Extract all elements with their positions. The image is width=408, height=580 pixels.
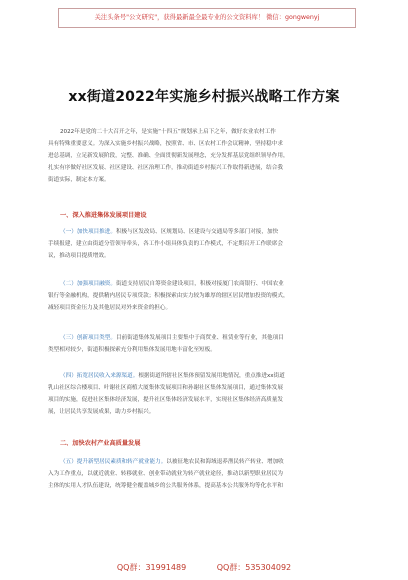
paragraph-line: （四）拓宽居民收入来源渠道。根据街道所辖社区集体预留发展用地情况，重点推进xx街道 [60,373,285,379]
paragraph-1 [48,226,360,262]
paragraph-line: 展，让居民共享发展成果，助力乡村振兴。 [48,409,155,415]
paragraph-2 [48,278,360,314]
footer-contacts [0,562,408,573]
paragraph-3 [48,332,360,356]
promo-banner [58,8,356,28]
footer-qq-group-2: QQ群：535304092 [216,563,292,572]
paragraph-line: 类型相对较少，街道积极探索充分利用集体发展用地丰富化至短板。 [48,347,216,353]
intro-paragraph [48,126,360,186]
section-heading-1: 一、深入推进集体发展项目建设 [60,212,147,219]
intro-line: 街道实际，制定本方案。 [48,177,110,183]
paragraph-5 [48,456,360,492]
paragraph-line: （二）加强项目融资。街道支持居民自筹资金建设项目，积极对接厦门农商银行、中国农业 [60,281,284,287]
paragraph-line: 银行等金融机构，提供精内居民专项贷款；积极探索由实力较为雄厚的辖区居民增加投资的模式， [48,293,289,299]
intro-line: 扎实有序做好社区发展、社区建设、社区治理工作，推动街道乡村振兴工作取得新进展，结合我 [48,165,283,171]
paragraph-line: 项目的实施，促进社区集体经济发展，提升社区集体经济发展水平，实现社区集体经济高质量发 [48,397,283,403]
paragraph-line: 主体的实用人才队伍建设，统筹健全覆盖城乡的公共服务体系，提高基本公共服务均等化水平和 [48,483,283,489]
paragraph-line: 减轻项目资金压力及其他居民对外来资金的担心。 [48,305,172,311]
paragraph-lead: （二）加强项目融资。 [60,281,116,287]
paragraph-lead: （一）加快项目推进。 [60,229,116,235]
intro-line: 2022年是党的二十大召开之年，是实施“十四五”规划承上启下之年，做好农业农村工作 [60,129,276,135]
intro-line: 进总基调，立足新发展阶段，完整、准确、全面贯彻新发展理念，充分发挥基层党组织领导作用， [48,153,289,159]
paragraph-lead: （五）提升新型居民素质和转产就业能力。 [60,459,167,465]
paragraph-line: 手续报建，建立由街道分管领导牵头，各工作小组具体负责的工作模式，不定期召开工作联席会 [48,241,283,247]
paragraph-line: （五）提升新型居民素质和转产就业能力。以被征地农民和海域退养渔民转产转业、增加收 [60,459,284,465]
paragraph-4 [48,370,360,418]
intro-line: 具有特殊重要意义。为深入实施乡村振兴战略，按照省、市、区农村工作会议精神，坚持稳中求 [48,141,283,147]
document-title: xx街道2022年实施乡村振兴战略工作方案 [68,89,340,105]
paragraph-line: 议，推动项目提质增效。 [48,253,110,259]
paragraph-lead: （四）拓宽居民收入来源渠道。 [60,373,139,379]
paragraph-lead: （三）创新项目类型。 [60,335,116,341]
paragraph-line: 乳山社区综合楼项目、叶谢社区商植大厦集体发展项目和孙谢社区集体发展项目，通过集体发展 [48,385,283,391]
paragraph-line: （三）创新项目类型。目前街道集体发展项目主要集中于商贸业、租赁业等行业，其他项目 [60,335,284,341]
banner-text: 关注头条号"公文研究"，获得最新最全最专业的公文资料库！ 微信：gongwenyj [94,14,320,21]
paragraph-line: 入为工作重点，以就近就业、转移就业、创业带动就业为转产就业途径，推动以新型职业居民为 [48,471,283,477]
section-heading-2: 二、加快农村产业高质量发展 [60,440,141,447]
paragraph-line: （一）加快项目推进。积极与区发改局、区规划局、区建设与交通局等多部门对接，加快 [60,229,279,235]
footer-qq-group-1: QQ群：31991489 [116,563,187,572]
